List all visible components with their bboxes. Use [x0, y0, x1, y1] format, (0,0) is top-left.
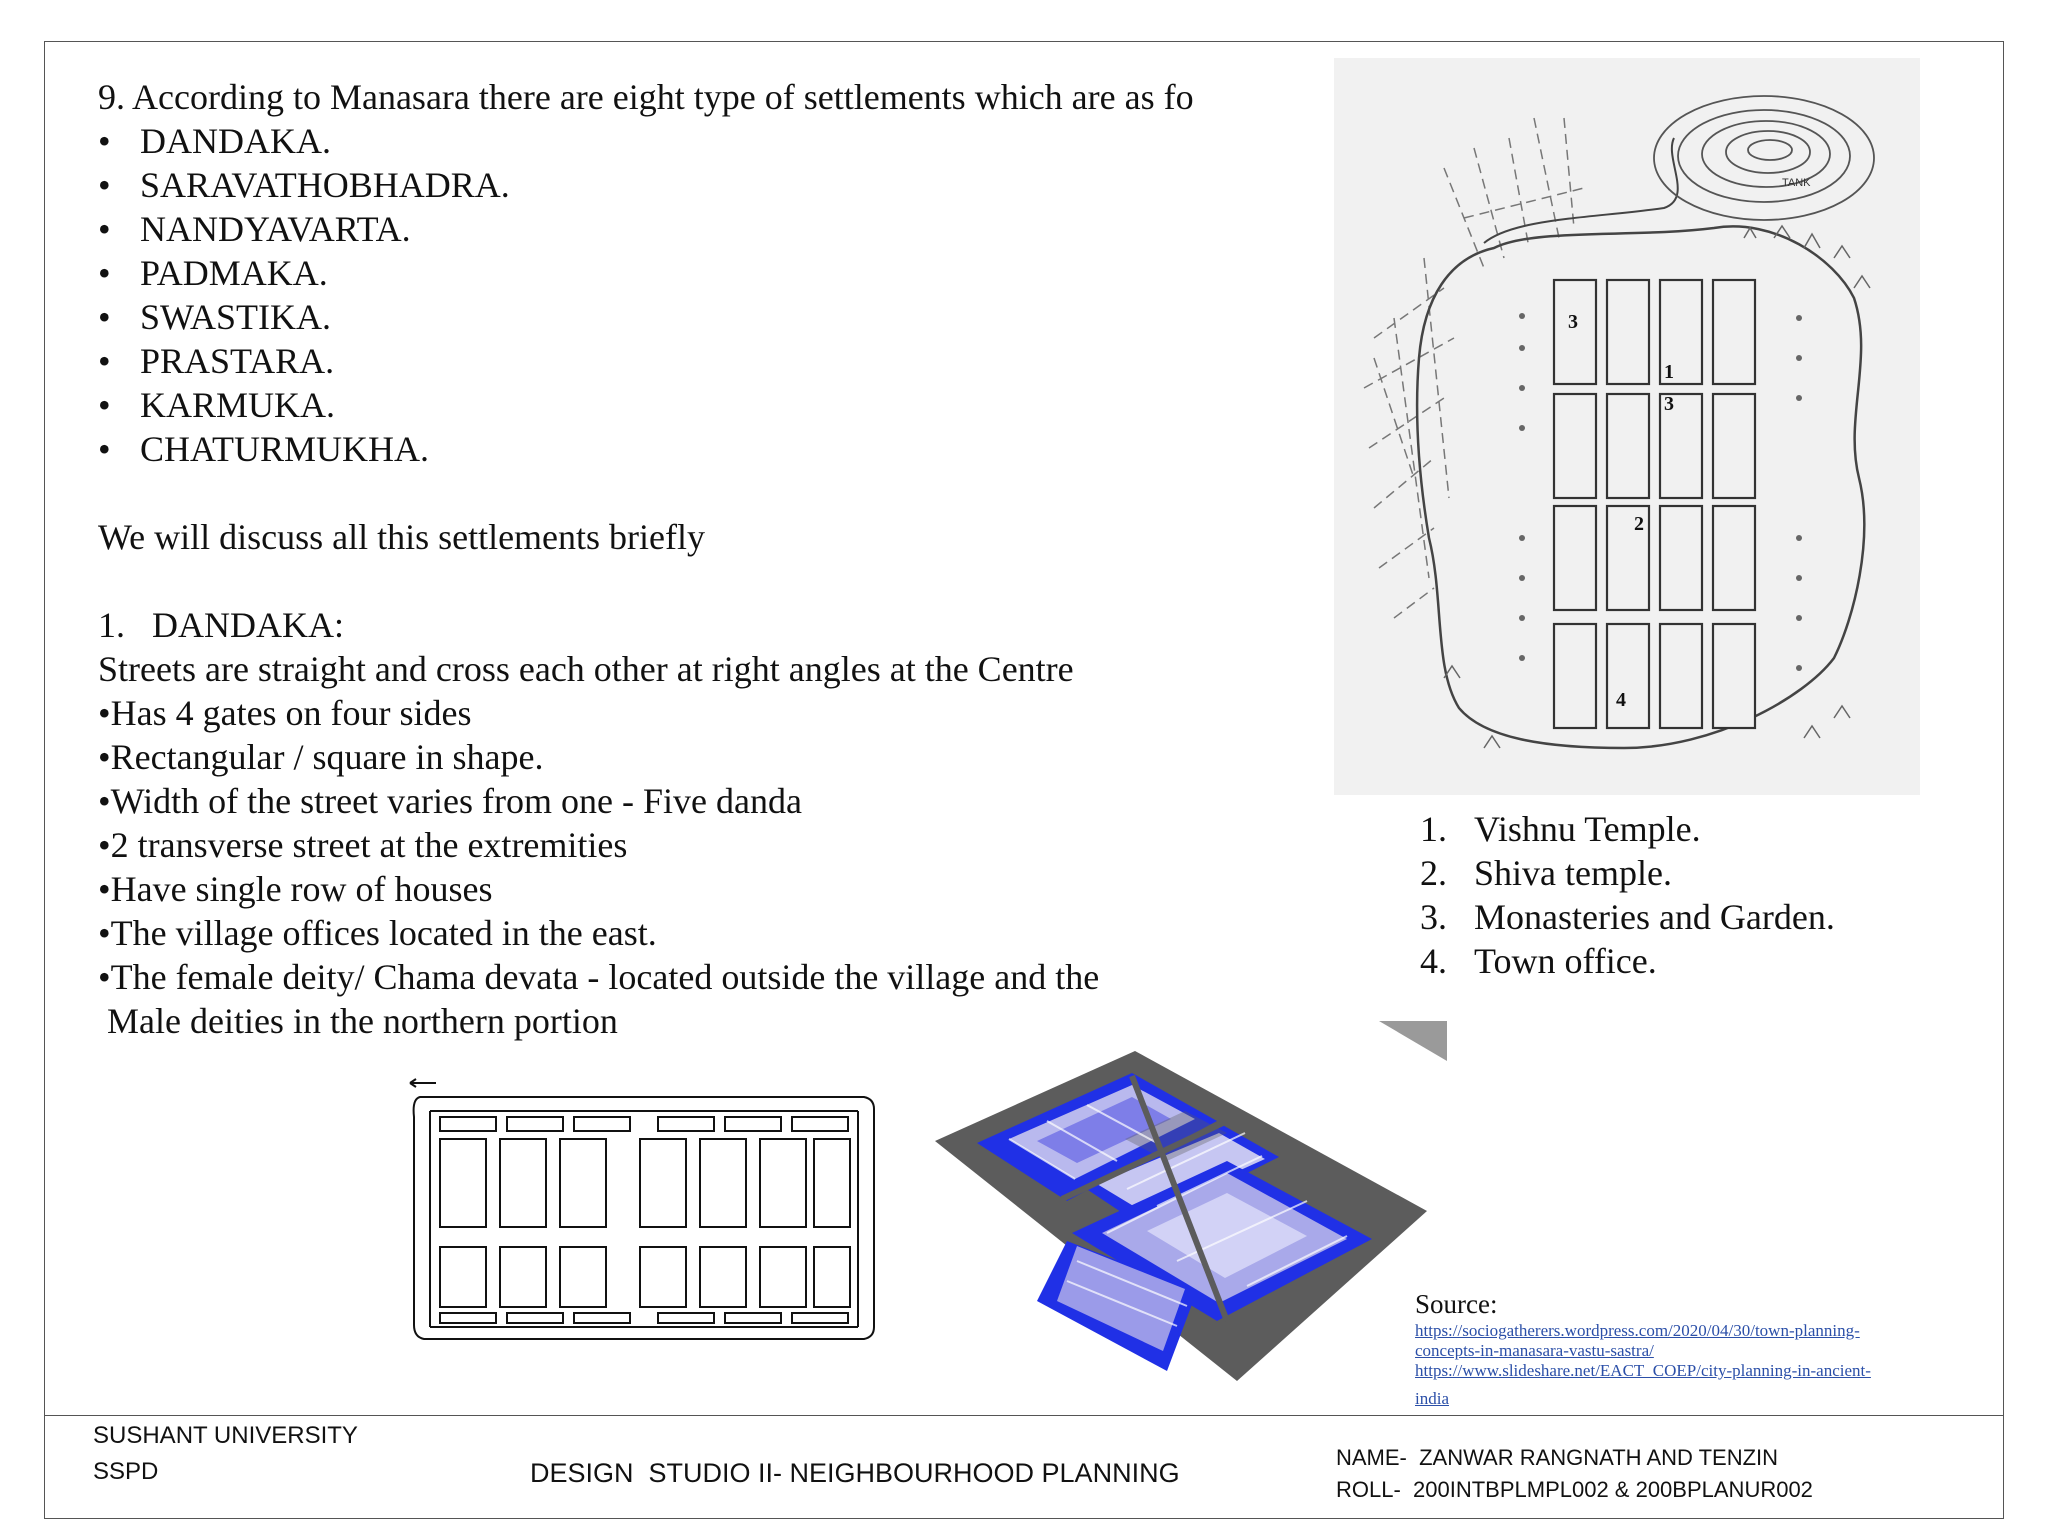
tank-contours — [1654, 96, 1874, 220]
intro-text: 9. According to Manasara there are eight type of settlements which are as fo — [98, 77, 1194, 117]
source-link[interactable]: concepts-in-manasara-vastu-sastra/ — [1415, 1341, 1654, 1360]
settlement-item: • CHATURMUKHA. — [98, 427, 1328, 471]
footer-authors — [1336, 1442, 1813, 1506]
legend-item: 1. Vishnu Temple. — [1420, 809, 1701, 849]
dandaka-point: •Have single row of houses — [98, 869, 493, 909]
discuss-text: We will discuss all this settlements briefly — [98, 517, 706, 557]
map-label: 3 — [1664, 393, 1674, 415]
source-block — [1415, 1287, 1871, 1409]
source-link[interactable]: india — [1415, 1389, 1449, 1408]
settlement-item: • SWASTIKA. — [98, 295, 1328, 339]
settlement-item: • DANDAKA. — [98, 119, 1328, 163]
section-description: Streets are straight and cross each other at right angles at the Centre — [98, 649, 1074, 689]
dandaka-point: •Has 4 gates on four sides — [98, 693, 472, 733]
dandaka-3d-model — [927, 1021, 1447, 1391]
university-name: SUSHANT UNIVERSITY — [93, 1422, 358, 1449]
map-label: 3 — [1568, 311, 1578, 333]
footer-course: DESIGN STUDIO II- NEIGHBOURHOOD PLANNING — [530, 1458, 1180, 1488]
map-svg — [1334, 58, 1920, 795]
footer-divider — [44, 1415, 2004, 1416]
map-label: 1 — [1664, 361, 1674, 383]
dandaka-point: •Width of the street varies from one - Five danda — [98, 781, 802, 821]
dandaka-plan-diagram — [402, 1077, 884, 1349]
roll-numbers: ROLL- 200INTBPLMPL002 & 200BPLANUR002 — [1336, 1477, 1813, 1502]
settlement-item: • SARAVATHOBHADRA. — [98, 163, 1328, 207]
dandaka-point: •Rectangular / square in shape. — [98, 737, 544, 777]
settlement-item: • PADMAKA. — [98, 251, 1328, 295]
dandaka-point: •The female deity/ Chama devata - located outside the village and the — [98, 957, 1100, 997]
settlement-item: • PRASTARA. — [98, 339, 1328, 383]
settlement-item: • KARMUKA. — [98, 383, 1328, 427]
dandaka-point: •2 transverse street at the extremities — [98, 825, 628, 865]
dandaka-point: Male deities in the northern portion — [98, 1001, 618, 1041]
footer-institution — [93, 1418, 358, 1490]
map-legend — [1420, 807, 1835, 983]
author-names: NAME- ZANWAR RANGNATH AND TENZIN — [1336, 1445, 1779, 1470]
settlement-list — [98, 119, 1328, 471]
dandaka-map-sketch — [1334, 58, 1920, 795]
settlement-item: • NANDYAVARTA. — [98, 207, 1328, 251]
dandaka-point: •The village offices located in the east. — [98, 913, 657, 953]
source-label: Source: — [1415, 1289, 1498, 1319]
source-link[interactable]: https://sociogatherers.wordpress.com/2020/04/30/town-planning- — [1415, 1321, 1860, 1340]
plan-svg — [402, 1077, 884, 1349]
legend-item: 2. Shiva temple. — [1420, 853, 1672, 893]
source-link[interactable]: https://www.slideshare.net/EACT_COEP/city-planning-in-ancient- — [1415, 1361, 1871, 1380]
main-text — [98, 75, 1328, 1043]
legend-item: 4. Town office. — [1420, 941, 1657, 981]
school-name: SSPD — [93, 1458, 159, 1485]
model-svg — [927, 1021, 1447, 1391]
tank-label: TANK — [1782, 177, 1811, 189]
legend-item: 3. Monasteries and Garden. — [1420, 897, 1835, 937]
section-heading: 1. DANDAKA: — [98, 605, 344, 645]
map-label: 4 — [1616, 689, 1626, 711]
map-label: 2 — [1634, 513, 1644, 535]
